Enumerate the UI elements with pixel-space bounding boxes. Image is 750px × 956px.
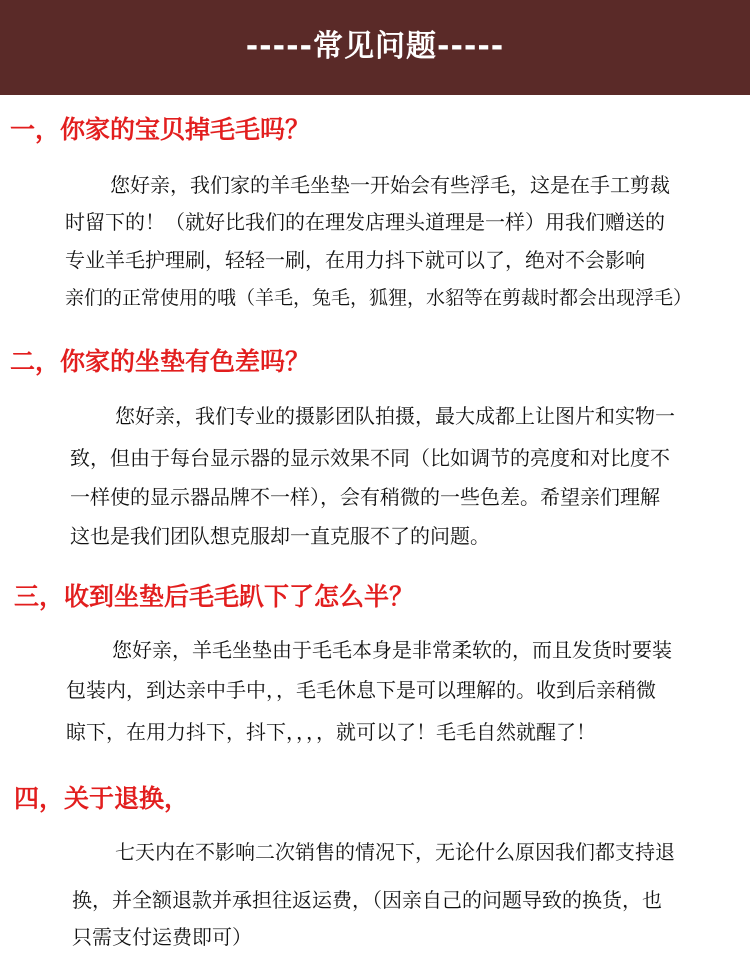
question-1-heading: 一，你家的宝贝掉毛毛吗？ bbox=[10, 115, 311, 144]
answer-4-line-3: 只需支付运费即可） bbox=[72, 925, 252, 949]
answer-1-line-2: 时留下的！（就好比我们的在理发店理头道理是一样）用我们赠送的 bbox=[65, 210, 665, 234]
question-3-heading: 三，收到坐垫后毛毛趴下了怎么半？ bbox=[14, 582, 415, 611]
answer-4-line-2: 换，并全额退款并承担往返运费，（因亲自己的问题导致的换货，也 bbox=[72, 888, 662, 912]
answer-3-line-1: 您好亲，羊毛坐垫由于毛毛本身是非常柔软的，而且发货时要装 bbox=[112, 638, 672, 662]
answer-1-line-4: 亲们的正常使用的哦（羊毛，兔毛，狐狸，水貂等在剪裁时都会出现浮毛） bbox=[65, 287, 693, 309]
answer-3-line-2: 包装内，到达亲中手中，，毛毛休息下是可以理解的。收到后亲稍微 bbox=[66, 678, 656, 702]
page-title: -----常见问题----- bbox=[245, 29, 505, 64]
answer-2-line-4: 这也是我们团队想克服却一直克服不了的问题。 bbox=[70, 524, 490, 548]
answer-2-line-1: 您好亲，我们专业的摄影团队拍摄，最大成都上让图片和实物一 bbox=[115, 404, 675, 428]
header-banner bbox=[0, 0, 750, 95]
answer-4-line-1: 七天内在不影响二次销售的情况下，无论什么原因我们都支持退 bbox=[115, 840, 675, 864]
answer-2-line-3: 一样使的显示器品牌不一样），会有稍微的一些色差。希望亲们理解 bbox=[70, 485, 660, 509]
answer-1-line-3: 专业羊毛护理刷，轻轻一刷，在用力抖下就可以了，绝对不会影响 bbox=[65, 248, 645, 272]
answer-3-line-3: 晾下，在用力抖下，抖下，，，，就可以了！毛毛自然就醒了！ bbox=[66, 720, 596, 744]
answer-1-line-1: 您好亲，我们家的羊毛坐垫一开始会有些浮毛，这是在手工剪裁 bbox=[110, 173, 670, 197]
question-2-heading: 二，你家的坐垫有色差吗？ bbox=[10, 347, 311, 376]
question-4-heading: 四，关于退换， bbox=[14, 784, 190, 813]
answer-2-line-2: 致，但由于每台显示器的显示效果不同（比如调节的亮度和对比度不 bbox=[70, 446, 670, 470]
